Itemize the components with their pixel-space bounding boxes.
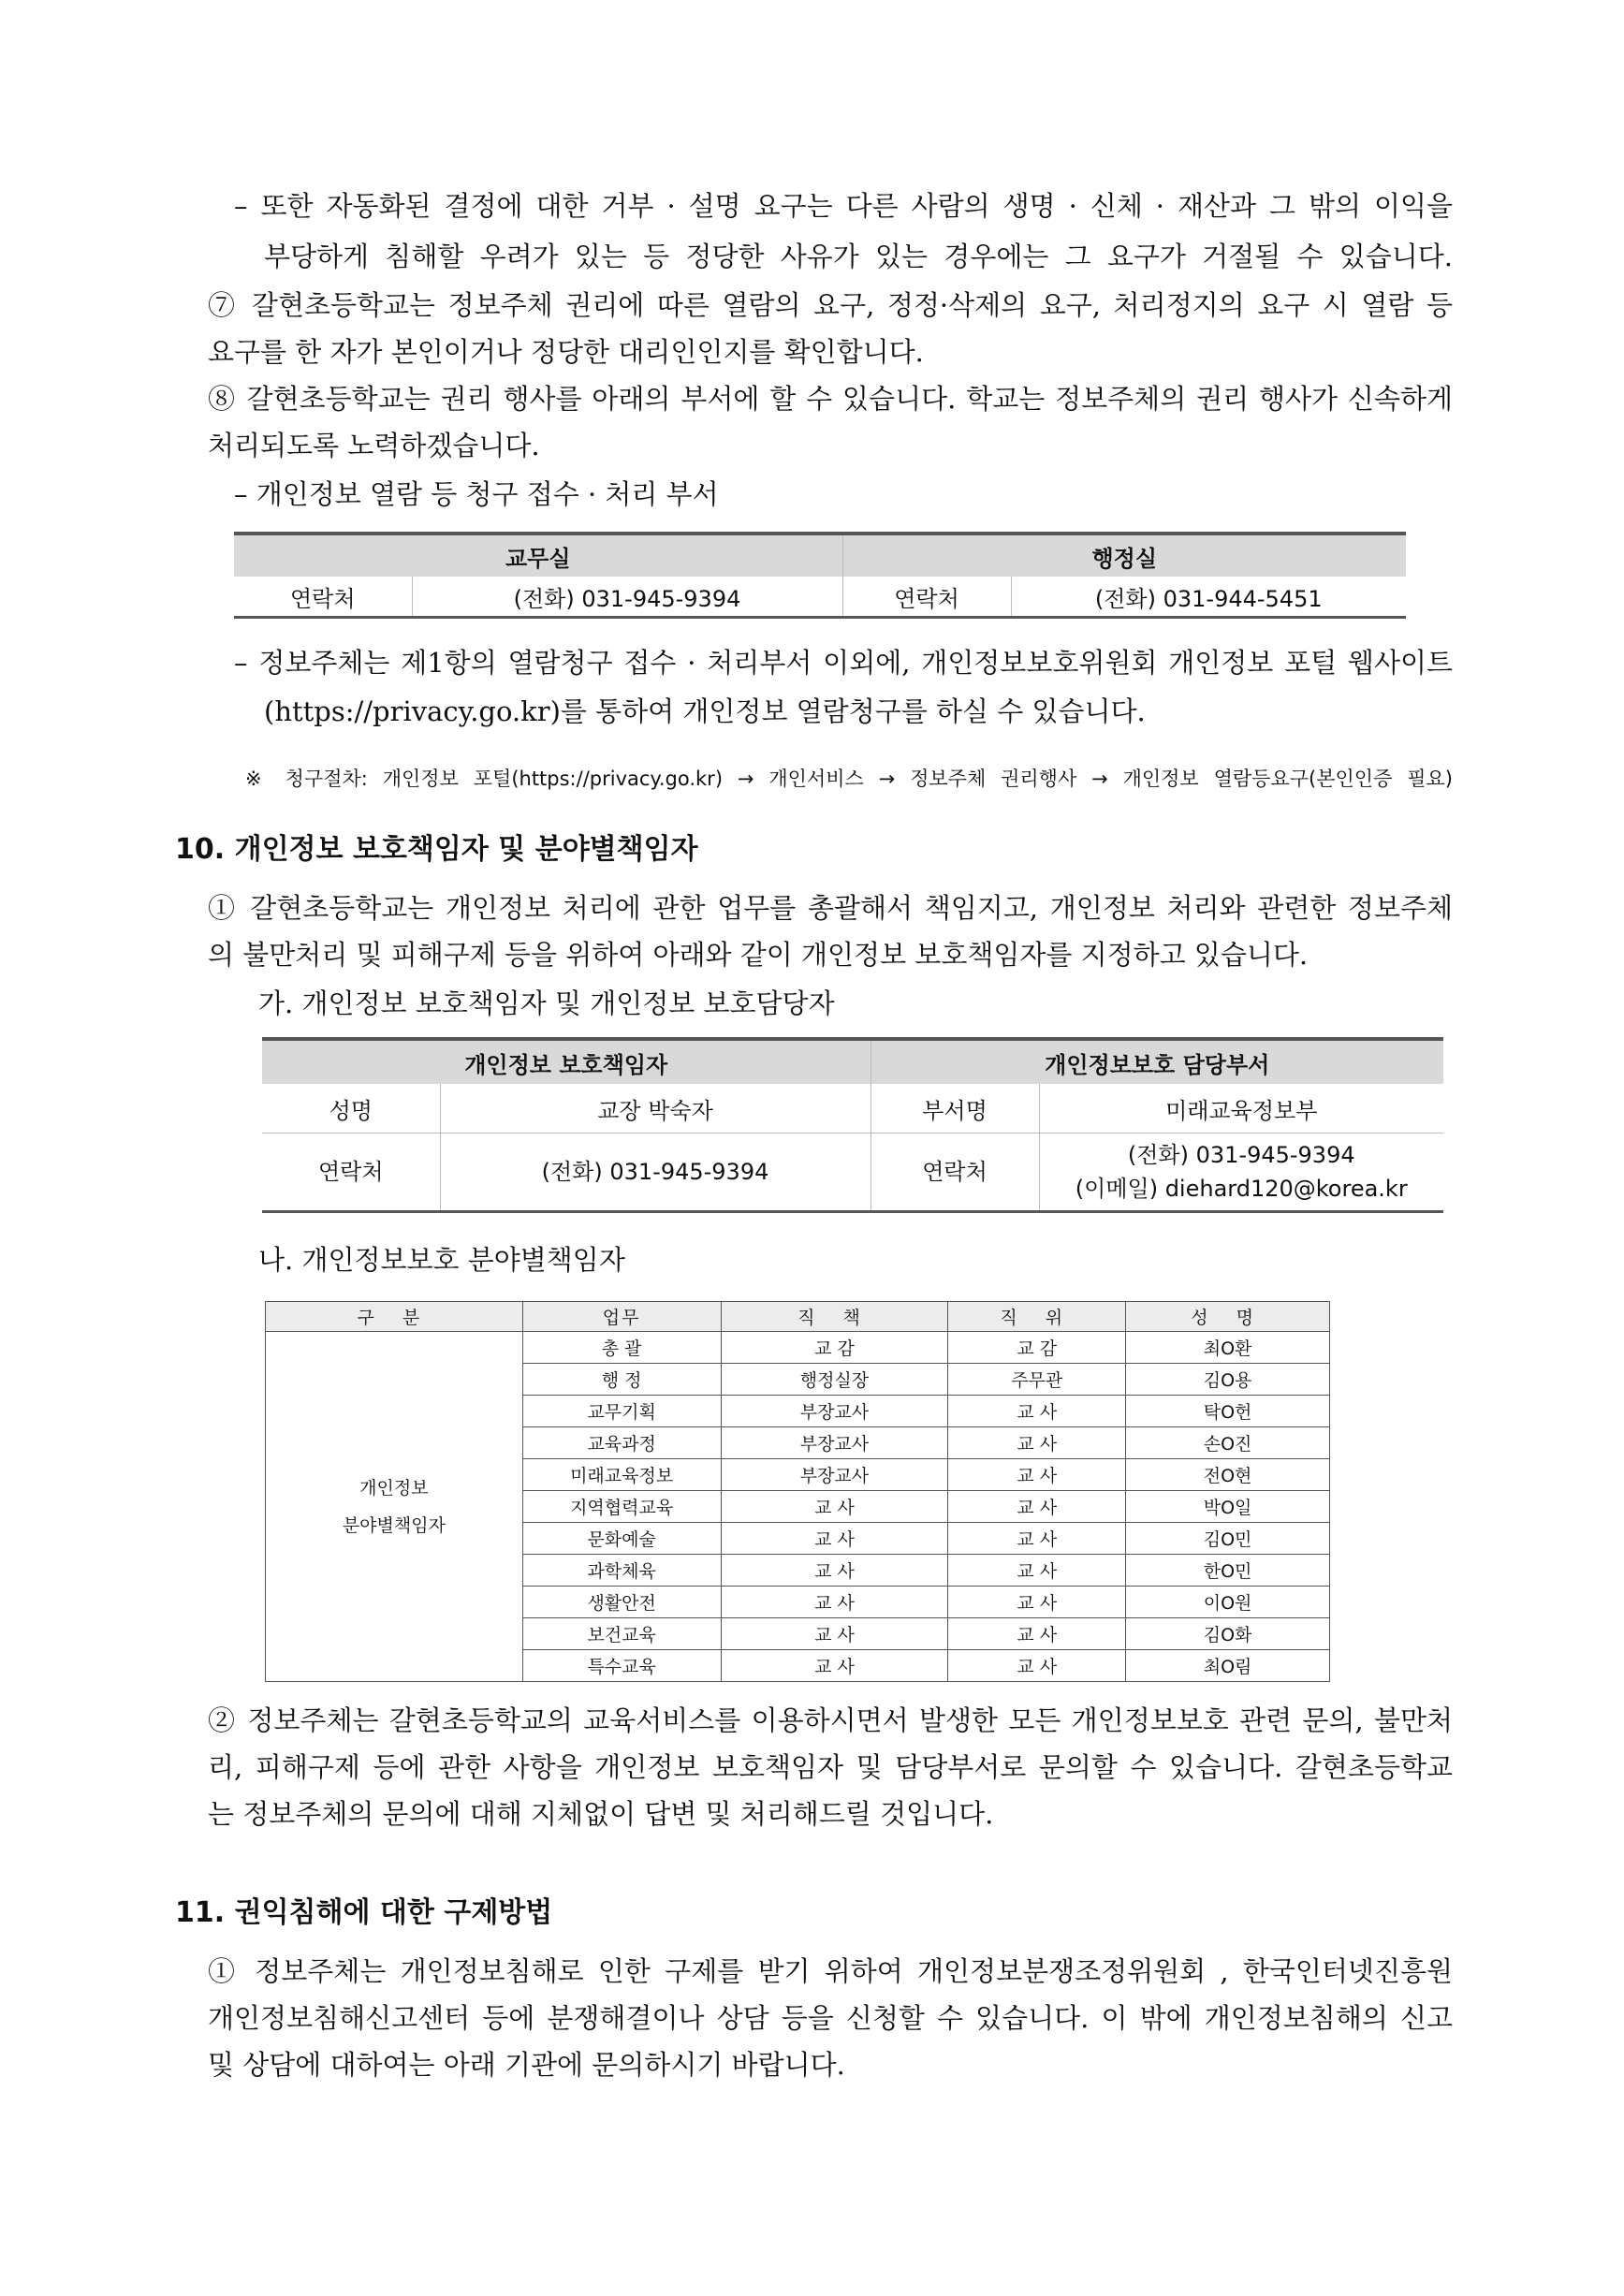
table-cell: 교장 박숙자 [440,1084,871,1133]
table-cell: (전화) 031-944-5451 [1011,577,1406,618]
table-cell: 지역협력교육 [522,1491,721,1523]
table-cell: 행 정 [522,1364,721,1396]
request-dept-table [234,532,1406,619]
table-cell: 교 감 [721,1332,948,1364]
table-cell: 교 사 [721,1587,948,1618]
table-cell: 부서명 [871,1084,1039,1133]
table-cell: 최O림 [1126,1650,1330,1682]
field-officer-table [265,1301,1330,1682]
table-header: 직 위 [948,1302,1126,1332]
paragraph-line: 의 불만처리 및 피해구제 등을 위하여 아래와 같이 개인정보 보호책임자를 지정하고 있습니다. [208,939,1309,971]
table-cell: 전O현 [1126,1459,1330,1491]
paragraph-line: ① 정보주체는 개인정보침해로 인한 구제를 받기 위하여 개인정보분쟁조정위원회 , 한국인터넷진흥원 [208,1955,1453,1987]
table-cell: 교 사 [721,1523,948,1555]
subsection-label: 가. 개인정보 보호책임자 및 개인정보 보호담당자 [258,987,835,1019]
table-cell: 교 사 [721,1491,948,1523]
table-cell: 연락처 [842,577,1011,618]
paragraph-line: 부당하게 침해할 우려가 있는 등 정당한 사유가 있는 경우에는 그 요구가 거절될 수 있습니다. [264,241,1453,272]
table-cell: 부장교사 [721,1459,948,1491]
section-heading: 11. 권익침해에 대한 구제방법 [175,1896,553,1929]
table-cell: 미래교육정보 [522,1459,721,1491]
table-cell: 교 사 [948,1650,1126,1682]
paragraph-line: ① 갈현초등학교는 개인정보 처리에 관한 업무를 총괄해서 책임지고, 개인정보 처리와 관련한 정보주체 [208,892,1453,924]
paragraph-line: 개인정보침해신고센터 등에 분쟁해결이나 상담 등을 신청할 수 있습니다. 이 밖에 개인정보침해의 신고 [208,2002,1453,2034]
table-header: 성 명 [1126,1302,1330,1332]
table-header: 행정실 [842,534,1406,577]
table-cell: 교 사 [721,1650,948,1682]
paragraph-line: 는 정보주체의 문의에 대해 지체없이 답변 및 처리해드릴 것입니다. [208,1798,994,1830]
table-cell: 주무관 [948,1364,1126,1396]
table-cell: 김O민 [1126,1523,1330,1555]
paragraph-line: (https://privacy.go.kr)를 통하여 개인정보 열람청구를 하실 수 있습니다. [264,695,1146,727]
table-cell: 교 사 [948,1491,1126,1523]
table-cell: 행정실장 [721,1364,948,1396]
table-cell: 교무기획 [522,1396,721,1427]
table-cell: 교 사 [948,1459,1126,1491]
category-cell [266,1332,523,1682]
table-cell: 교 사 [948,1396,1126,1427]
paragraph-line: – 정보주체는 제1항의 열람청구 접수 · 처리부서 이외에, 개인정보보호위원회 개인정보 포털 웹사이트 [234,647,1453,679]
table-cell: 총 괄 [522,1332,721,1364]
dept-phone: (전화) 031-945-9394 [1127,1142,1355,1168]
table-header: 개인정보보호 담당부서 [871,1039,1443,1084]
table-cell: 보건교육 [522,1618,721,1650]
table-header: 구 분 [266,1302,523,1332]
table-cell: 과학체육 [522,1555,721,1587]
table-cell: 문화예술 [522,1523,721,1555]
paragraph-line: ② 정보주체는 갈현초등학교의 교육서비스를 이용하시면서 발생한 모든 개인정보보호 관련 문의, 불만처 [208,1704,1453,1736]
table-cell: 미래교육정보부 [1039,1084,1443,1133]
table-cell: 생활안전 [522,1587,721,1618]
dept-list-label: – 개인정보 열람 등 청구 접수 · 처리 부서 [234,478,719,510]
table-cell: 교 사 [948,1555,1126,1587]
table-cell: 교 사 [948,1427,1126,1459]
table-cell: (전화) 031-945-9394 [440,1133,871,1212]
privacy-officer-table [262,1037,1443,1213]
table-cell: 성명 [262,1084,440,1133]
table-cell: 손O진 [1126,1427,1330,1459]
paragraph-line: ⑦ 갈현초등학교는 정보주체 권리에 따른 열람의 요구, 정정·삭제의 요구, 처리정지의 요구 시 열람 등 [208,289,1453,321]
subsection-label: 나. 개인정보보호 분야별책임자 [258,1244,625,1276]
table-header: 개인정보 보호책임자 [262,1039,871,1084]
table-cell: 교 사 [721,1618,948,1650]
paragraph-line: 리, 피해구제 등에 관한 사항을 개인정보 보호책임자 및 담당부서로 문의할 수 있습니다. 갈현초등학교 [208,1751,1453,1783]
table-cell: 김O화 [1126,1618,1330,1650]
table-cell: 연락처 [871,1133,1039,1212]
table-cell: 특수교육 [522,1650,721,1682]
paragraph-line: ⑧ 갈현초등학교는 권리 행사를 아래의 부서에 할 수 있습니다. 학교는 정보주체의 권리 행사가 신속하게 [208,383,1453,415]
table-header: 직 책 [721,1302,948,1332]
table-row [266,1332,1330,1364]
table-cell: 한O민 [1126,1555,1330,1587]
table-cell: 박O일 [1126,1491,1330,1523]
table-cell: 연락처 [262,1133,440,1212]
table-cell: 교 사 [948,1523,1126,1555]
table-cell: 최O환 [1126,1332,1330,1364]
table-cell: 교 감 [948,1332,1126,1364]
table-cell: 부장교사 [721,1427,948,1459]
table-cell: 김O용 [1126,1364,1330,1396]
table-cell: 교 사 [948,1587,1126,1618]
procedure-note: ※ 청구절차: 개인정보 포털(https://privacy.go.kr) → 개인서비스 → 정보주체 권리행사 → 개인정보 열람등요구(본인인증 필요) [245,768,1453,790]
table-cell: 이O원 [1126,1587,1330,1618]
paragraph-line: – 또한 자동화된 결정에 대한 거부 · 설명 요구는 다른 사람의 생명 · 신체 · 재산과 그 밖의 이익을 [234,190,1453,222]
table-cell [1039,1133,1443,1212]
paragraph-line: 요구를 한 자가 본인이거나 정당한 대리인인지를 확인합니다. [208,336,924,368]
category-line: 개인정보 [359,1477,429,1499]
table-header: 교무실 [234,534,842,577]
table-cell: 교 사 [721,1555,948,1587]
table-cell: 탁O헌 [1126,1396,1330,1427]
table-cell: 교육과정 [522,1427,721,1459]
table-cell: 연락처 [234,577,412,618]
table-header: 업무 [522,1302,721,1332]
section-heading: 10. 개인정보 보호책임자 및 분야별책임자 [175,833,698,866]
dept-email: (이메일) diehard120@korea.kr [1075,1176,1408,1202]
paragraph-line: 및 상담에 대하여는 아래 기관에 문의하시기 바랍니다. [208,2049,845,2081]
table-cell: (전화) 031-945-9394 [412,577,842,618]
category-line: 분야별책임자 [342,1514,446,1536]
table-cell: 부장교사 [721,1396,948,1427]
paragraph-line: 처리되도록 노력하겠습니다. [208,430,540,461]
table-cell: 교 사 [948,1618,1126,1650]
